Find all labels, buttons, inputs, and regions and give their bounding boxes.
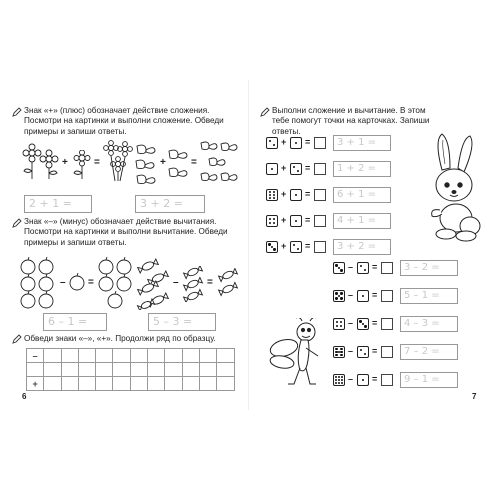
plus-sign: + xyxy=(281,189,287,199)
die-pip xyxy=(273,222,275,224)
die-pip xyxy=(335,354,337,356)
example-text: 5 – 3 = xyxy=(153,315,193,328)
butterflies-group-five xyxy=(199,140,241,188)
trace-example-addition[interactable] xyxy=(333,135,391,151)
trace-example-subtraction[interactable] xyxy=(400,260,458,276)
die-pip xyxy=(340,297,342,299)
answer-box[interactable] xyxy=(314,137,326,149)
die-card xyxy=(357,346,369,358)
die-pip xyxy=(340,269,342,271)
task1-instruction: Знак «+» (плюс) обозначает действие сложения. Посмотри на картинки и выполни сложение. Обведи примеры и запиши ответы. xyxy=(24,106,224,136)
die-pip xyxy=(273,194,275,196)
grid-cell[interactable] xyxy=(61,363,78,377)
apple-single xyxy=(68,272,86,292)
die-pip xyxy=(293,166,295,168)
die-pip xyxy=(273,218,275,220)
minus-sign: – xyxy=(348,346,354,356)
die-pip xyxy=(364,269,366,271)
die-card xyxy=(333,290,345,302)
die-pip xyxy=(269,140,271,142)
grid-cell[interactable] xyxy=(148,363,165,377)
die-pip xyxy=(273,197,275,199)
answer-box[interactable] xyxy=(381,346,393,358)
equals-sign: = xyxy=(207,277,213,288)
grid-cell[interactable] xyxy=(130,349,147,363)
grid-cell[interactable] xyxy=(217,363,234,377)
fly-illustration xyxy=(268,318,326,388)
grid-row-minus xyxy=(27,349,235,363)
plus-sign: + xyxy=(281,137,287,147)
die-pip xyxy=(269,194,271,196)
grid-cell[interactable] xyxy=(61,377,78,391)
butterflies-group-three xyxy=(133,143,159,187)
die-pip xyxy=(364,325,366,327)
grid-cell[interactable] xyxy=(96,363,113,377)
die-pip xyxy=(340,325,342,327)
trace-example-addition[interactable] xyxy=(333,239,391,255)
trace-example-addition[interactable] xyxy=(333,213,391,229)
grid-cell[interactable] xyxy=(217,349,234,363)
die-card xyxy=(333,262,345,274)
die-card xyxy=(357,290,369,302)
trace-example-addition[interactable] xyxy=(333,187,391,203)
die-card xyxy=(266,215,278,227)
die-card xyxy=(333,318,345,330)
grid-cell[interactable] xyxy=(130,363,147,377)
die-pip xyxy=(297,170,299,172)
equals-sign: = xyxy=(372,346,378,356)
grid-cell[interactable] xyxy=(113,363,130,377)
trace-example-addition-1[interactable] xyxy=(24,195,92,213)
trace-example-addition[interactable] xyxy=(333,161,391,177)
example-text: 3 – 2 = xyxy=(404,262,440,273)
trace-example-subtraction[interactable] xyxy=(400,372,458,388)
grid-cell[interactable] xyxy=(44,377,61,391)
die-pip xyxy=(336,325,338,327)
die-pip xyxy=(297,248,299,250)
minus-sign: – xyxy=(348,290,354,300)
answer-box[interactable] xyxy=(314,215,326,227)
pencil-icon xyxy=(12,107,22,117)
die-card xyxy=(357,262,369,274)
example-text: 1 + 2 = xyxy=(337,163,377,174)
die-pip xyxy=(335,297,337,299)
answer-box[interactable] xyxy=(314,241,326,253)
minus-sign: – xyxy=(348,262,354,272)
example-text: 6 – 1 = xyxy=(48,315,88,328)
grid-cell[interactable] xyxy=(130,377,147,391)
equals-sign: = xyxy=(191,157,197,168)
die-pip xyxy=(269,218,271,220)
die-card xyxy=(266,137,278,149)
candies-group-five xyxy=(136,258,172,310)
example-text: 3 + 2 = xyxy=(337,241,377,252)
trace-example-addition-2[interactable] xyxy=(135,195,205,213)
die-pip xyxy=(295,194,297,196)
die-pip xyxy=(293,244,295,246)
equals-sign: = xyxy=(94,157,100,168)
grid-cell[interactable] xyxy=(217,377,234,391)
answer-box[interactable] xyxy=(314,189,326,201)
die-card xyxy=(357,374,369,386)
grid-sample-plus: + xyxy=(27,377,44,391)
equals-sign: = xyxy=(372,374,378,384)
plus-sign: + xyxy=(62,157,68,168)
die-pip xyxy=(341,379,343,381)
grid-row-plus xyxy=(27,377,235,391)
grid-cell[interactable] xyxy=(182,363,199,377)
plus-sign: + xyxy=(281,241,287,251)
sign-tracing-grid[interactable] xyxy=(26,348,235,391)
answer-box[interactable] xyxy=(381,318,393,330)
grid-cell[interactable] xyxy=(78,363,95,377)
grid-cell[interactable] xyxy=(165,363,182,377)
grid-cell[interactable] xyxy=(148,377,165,391)
die-card xyxy=(357,318,369,330)
equals-sign: = xyxy=(88,277,94,288)
candies-group-three xyxy=(181,266,205,302)
die-pip xyxy=(360,349,362,351)
example-text: 9 – 1 = xyxy=(404,374,440,385)
example-text: 2 + 1 = xyxy=(29,197,72,210)
die-pip xyxy=(338,379,340,381)
page-number-left: 6 xyxy=(22,392,27,401)
grid-cell[interactable] xyxy=(78,349,95,363)
die-card xyxy=(266,241,278,253)
minus-sign: – xyxy=(60,277,66,288)
trace-example-subtraction[interactable] xyxy=(400,288,458,304)
grid-cell[interactable] xyxy=(78,377,95,391)
grid-cell[interactable] xyxy=(113,377,130,391)
plus-sign: + xyxy=(281,215,287,225)
equals-sign: = xyxy=(305,241,311,251)
die-card xyxy=(333,374,345,386)
flower-single xyxy=(72,150,92,180)
die-card xyxy=(290,215,302,227)
answer-box[interactable] xyxy=(314,163,326,175)
equals-sign: = xyxy=(372,262,378,272)
grid-cell[interactable] xyxy=(199,363,216,377)
die-card xyxy=(333,346,345,358)
die-pip xyxy=(295,142,297,144)
die-pip xyxy=(295,220,297,222)
die-pip xyxy=(338,382,340,384)
grid-sample-minus: – xyxy=(27,349,44,363)
answer-box[interactable] xyxy=(381,262,393,274)
grid-cell[interactable] xyxy=(165,377,182,391)
grid-cell[interactable] xyxy=(44,349,61,363)
grid-cell[interactable] xyxy=(148,349,165,363)
die-pip xyxy=(340,354,342,356)
grid-cell[interactable] xyxy=(199,377,216,391)
trace-example-subtraction[interactable] xyxy=(400,344,458,360)
minus-sign: – xyxy=(348,318,354,328)
die-pip xyxy=(364,353,366,355)
die-pip xyxy=(336,321,338,323)
die-pip xyxy=(362,295,364,297)
example-text: 5 – 1 = xyxy=(404,290,440,301)
example-text: 6 + 1 = xyxy=(337,189,377,200)
die-pip xyxy=(341,382,343,384)
die-pip xyxy=(360,265,362,267)
pencil-icon xyxy=(12,334,22,344)
trace-example-subtraction[interactable] xyxy=(400,316,458,332)
apples-group-six xyxy=(18,257,58,311)
grid-cell[interactable] xyxy=(199,349,216,363)
example-text: 3 + 2 = xyxy=(140,197,183,210)
right-instruction: Выполни сложение и вычитание. В этом тебе помогут точки на карточках. Запиши ответы. xyxy=(272,106,430,136)
plus-sign: + xyxy=(160,157,166,168)
book-gutter xyxy=(248,80,249,410)
equals-sign: = xyxy=(305,189,311,199)
die-card xyxy=(290,241,302,253)
grid-cell[interactable] xyxy=(27,363,44,377)
grid-cell[interactable] xyxy=(96,377,113,391)
butterflies-group-two xyxy=(167,148,189,182)
example-text: 4 + 1 = xyxy=(337,215,377,226)
die-card xyxy=(290,137,302,149)
plus-sign: + xyxy=(281,163,287,173)
equals-sign: = xyxy=(305,163,311,173)
pencil-icon xyxy=(260,107,270,117)
grid-cell[interactable] xyxy=(182,377,199,391)
die-card xyxy=(266,163,278,175)
example-text: 4 – 3 = xyxy=(404,318,440,329)
die-pip xyxy=(362,379,364,381)
task3-instruction: Обведи знаки «–», «+». Продолжи ряд по образцу. xyxy=(24,334,216,343)
die-pip xyxy=(340,348,342,350)
page-number-right: 7 xyxy=(472,392,477,401)
die-pip xyxy=(273,144,275,146)
grid-cell[interactable] xyxy=(165,349,182,363)
grid-cell[interactable] xyxy=(182,349,199,363)
grid-row-empty xyxy=(27,363,235,377)
example-text: 7 – 2 = xyxy=(404,346,440,357)
grid-cell[interactable] xyxy=(96,349,113,363)
apples-group-five xyxy=(96,257,136,311)
die-pip xyxy=(335,348,337,350)
minus-sign: – xyxy=(173,277,179,288)
bunny-illustration xyxy=(420,130,490,242)
answer-box[interactable] xyxy=(381,374,393,386)
die-pip xyxy=(269,197,271,199)
die-pip xyxy=(271,168,273,170)
minus-sign: – xyxy=(348,374,354,384)
equals-sign: = xyxy=(305,215,311,225)
candies-group-two xyxy=(215,268,241,298)
equals-sign: = xyxy=(372,318,378,328)
pencil-icon xyxy=(12,218,22,228)
grid-cell[interactable] xyxy=(113,349,130,363)
task2-instruction: Знак «–» (минус) обозначает действие вычитания. Посмотри на картинки и выполни вычитание. Обведи примеры и запиши ответы. xyxy=(24,217,228,247)
die-card xyxy=(290,163,302,175)
die-pip xyxy=(340,351,342,353)
trace-example-subtraction-2[interactable] xyxy=(148,313,216,331)
trace-example-subtraction-1[interactable] xyxy=(43,313,107,331)
example-text: 3 + 1 = xyxy=(337,137,377,148)
die-pip xyxy=(340,321,342,323)
grid-cell[interactable] xyxy=(61,349,78,363)
answer-box[interactable] xyxy=(381,290,393,302)
die-card xyxy=(290,189,302,201)
flowers-group-three xyxy=(103,140,133,182)
grid-cell[interactable] xyxy=(44,363,61,377)
right-page xyxy=(250,0,500,500)
die-pip xyxy=(273,248,275,250)
die-pip xyxy=(340,292,342,294)
equals-sign: = xyxy=(305,137,311,147)
die-card xyxy=(266,189,278,201)
die-pip xyxy=(269,222,271,224)
flowers-group-two xyxy=(20,143,60,181)
equals-sign: = xyxy=(372,290,378,300)
